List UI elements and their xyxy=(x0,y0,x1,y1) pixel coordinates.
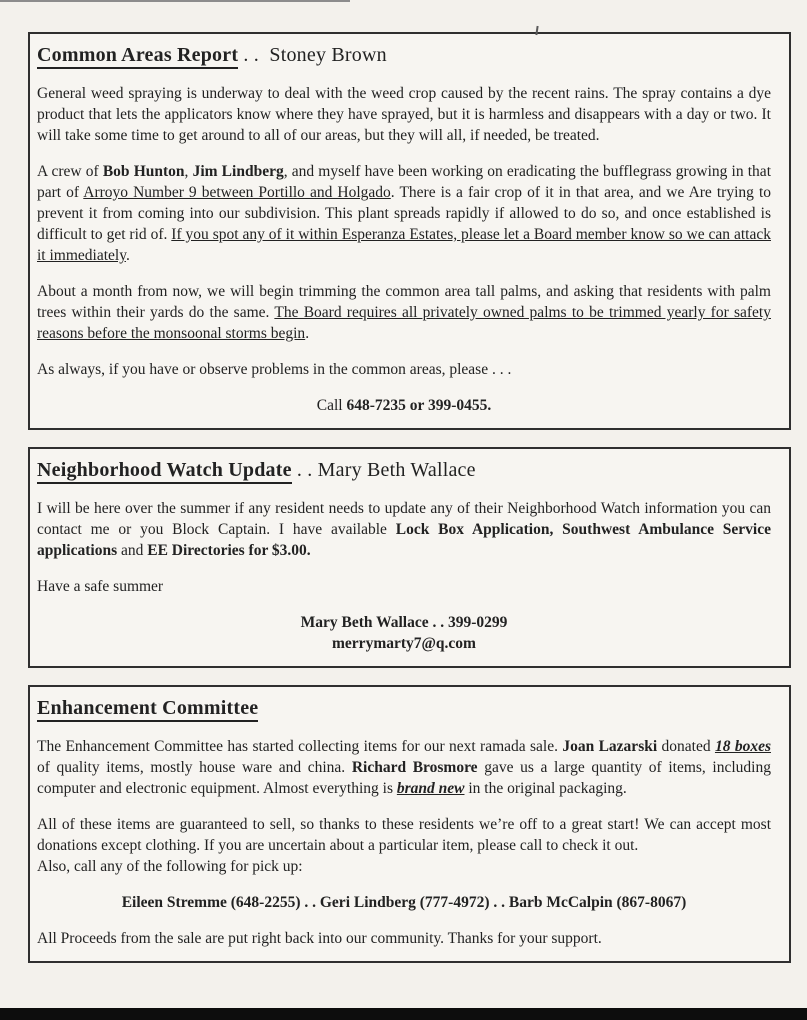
section-author: Stoney Brown xyxy=(269,44,387,66)
title-separator: . . xyxy=(291,459,318,481)
paragraph-proceeds: All Proceeds from the sale are put right back into our community. Thanks for your support. xyxy=(37,930,602,947)
title-separator: . . xyxy=(238,44,270,66)
paragraph-weed-spraying: General weed spraying is underway to deal with the weed crop caused by the recent rains. The spray contains a dye product that lets the applicators know where they have sprayed, but it is harmless and disappears with a day or two. It will take some time to get around to all of our areas, but they will all, if needed, be treated. xyxy=(37,85,771,144)
section-title-text: Neighborhood Watch Update xyxy=(37,459,292,484)
section-title-text: Enhancement Committee xyxy=(37,697,258,722)
section-enhancement-committee xyxy=(28,685,791,963)
scan-artifact-bottom-bar xyxy=(0,1008,807,1020)
section-author: Mary Beth Wallace xyxy=(317,459,476,481)
paragraph-donations: The Enhancement Committee has started collecting items for our next ramada sale. Joan Lazarski donated 18 boxes of quality items, mostly house ware and china. Richard Brosmore gave us a large quantity of items, including computer and electronic equipment. Almost everything is brand new in the original packaging. xyxy=(37,738,771,797)
paragraph-watch-info: I will be here over the summer if any resident needs to update any of their Neighborhood Watch information you can contact me or you Block Captain. I have available Lock Box Application, Southwest Ambulance Service applications and EE Directories for $3.00. xyxy=(37,500,771,559)
section-common-areas-report xyxy=(28,32,791,430)
paragraph-guaranteed-to-sell: All of these items are guaranteed to sell, so thanks to these residents we’re off to a great start! We can accept most donations except clothing. If you are uncertain about a particular item, please call to check it out. xyxy=(37,816,771,854)
call-numbers-line: Call 648-7235 or 399-0455. xyxy=(316,397,492,414)
scan-artifact-top-line xyxy=(0,0,350,2)
contact-email-line: merrymarty7@q.com xyxy=(332,635,476,652)
paragraph-pickup-intro: Also, call any of the following for pick up: xyxy=(37,858,303,875)
paragraph-bufflegrass: A crew of Bob Hunton, Jim Lindberg, and myself have been working on eradicating the bufflegrass growing in that part of Arroyo Number 9 between Portillo and Holgado. There is a fair crop of it in that area, and we Are trying to prevent it from coming into our subdivision. This plant spreads rapidly if allowed to do so, and once established is difficult to get rid of. If you spot any of it within Esperanza Estates, please let a Board member know so we can attack it immediately. xyxy=(37,163,771,264)
pickup-contacts-line: Eileen Stremme (648-2255) . . Geri Lindberg (777-4972) . . Barb McCalpin (867-8067) xyxy=(121,894,687,911)
section-title-common-areas xyxy=(37,44,771,67)
section-neighborhood-watch xyxy=(28,447,791,668)
section-title-text: Common Areas Report xyxy=(37,44,238,69)
paragraph-report-problems: As always, if you have or observe problems in the common areas, please . . . xyxy=(37,361,512,378)
section-title-enhancement xyxy=(37,697,771,720)
paragraph-safe-summer: Have a safe summer xyxy=(37,578,164,595)
section-title-neighborhood-watch xyxy=(37,459,771,482)
contact-name-phone-line: Mary Beth Wallace . . 399-0299 xyxy=(300,614,508,631)
paragraph-palm-trimming: About a month from now, we will begin trimming the common area tall palms, and asking that residents with palm trees within their yards do the same. The Board requires all privately owned palms to be trimmed yearly for safety reasons before the monsoonal storms begin. xyxy=(37,283,771,342)
